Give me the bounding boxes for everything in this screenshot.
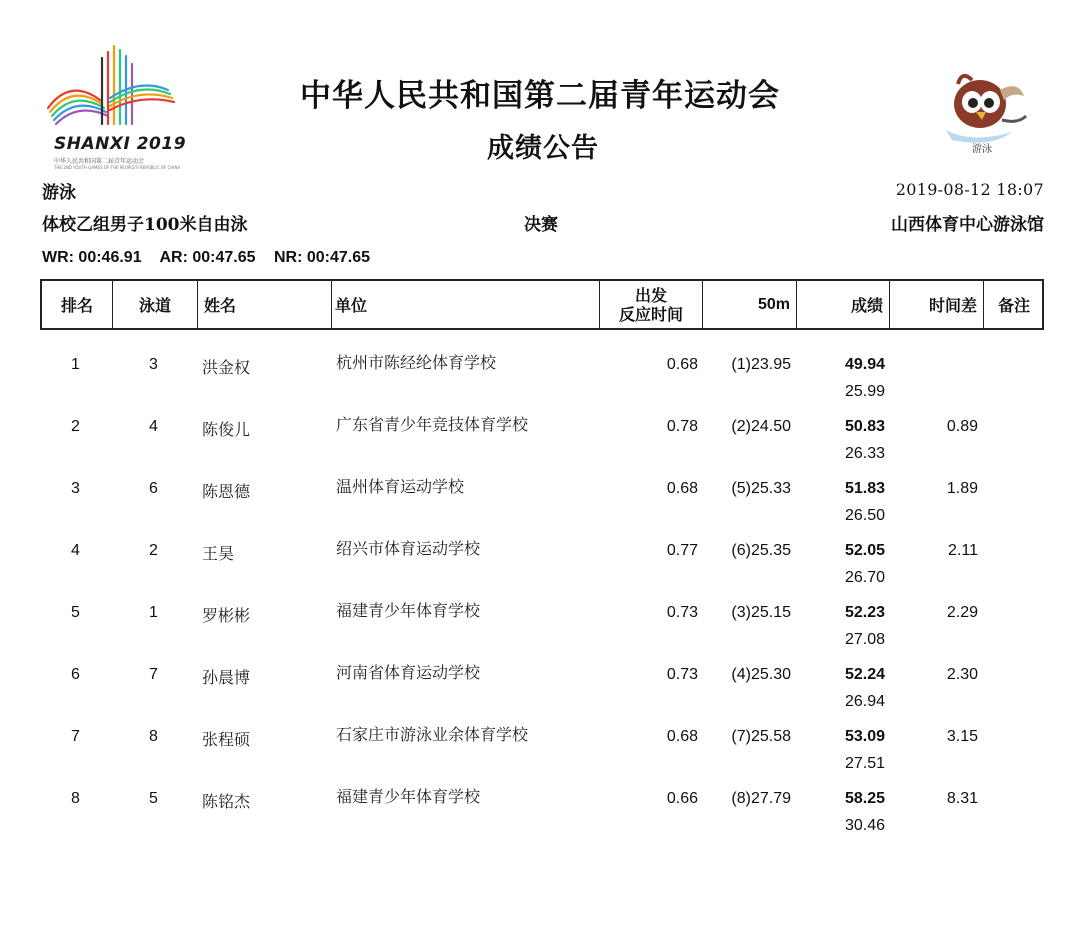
rank-cell: 7 [71,728,80,745]
reaction-cell: 0.73 [666,666,698,683]
split-cell: (1)23.95 [731,356,791,373]
asia-record: AR: 00:47.65 [159,249,256,266]
name-cell: 洪金权 [202,358,251,377]
rank-cell: 3 [71,480,80,497]
diff-cell: 2.11 [948,542,978,559]
name-cell: 张程硕 [202,730,251,749]
col-unit: 单位 [332,281,600,328]
col-name: 姓名 [198,281,332,328]
result-cell: 52.24 [844,666,885,683]
table-row [40,402,1044,464]
split-cell: (4)25.30 [731,666,791,683]
diff-cell: 3.15 [946,728,978,745]
result-cell: 58.25 [844,790,885,807]
unit-cell: 石家庄市游泳业余体育学校 [336,725,529,744]
page-subtitle: 成绩公告 [487,133,599,164]
records-line [42,249,384,267]
unit-cell: 河南省体育运动学校 [336,663,481,682]
second-split-cell: 30.46 [844,817,885,834]
col-reaction-line2: 反应时间 [618,304,683,324]
diff-cell: 2.29 [946,604,978,621]
logo-subtitle-en: THE 2ND YOUTH GAMES OF THE PEOPLE'S REPUBLIC OF CHINA [54,165,181,170]
lane-cell: 5 [149,790,158,807]
lane-cell: 7 [149,666,158,683]
rank-cell: 2 [71,418,80,435]
name-cell: 陈恩德 [202,482,251,501]
table-header [40,279,1044,330]
reaction-cell: 0.68 [666,356,698,373]
venue-label: 山西体育中心游泳馆 [891,215,1044,235]
page-title: 中华人民共和国第二届青年运动会 [300,78,780,114]
second-split-cell: 25.99 [844,383,885,400]
name-cell: 王昊 [202,544,235,563]
diff-cell: 0.89 [946,418,978,435]
second-split-cell: 27.08 [844,631,885,648]
split-cell: (3)25.15 [731,604,791,621]
reaction-cell: 0.66 [666,790,698,807]
result-cell: 53.09 [844,728,885,745]
table-row [40,588,1044,650]
sport-label: 游泳 [42,183,76,203]
split-cell: (5)25.33 [731,480,791,497]
result-cell: 50.83 [844,418,885,435]
unit-cell: 温州体育运动学校 [336,477,465,496]
table-row [40,774,1044,836]
result-cell: 49.94 [844,356,885,373]
diff-cell: 8.31 [946,790,978,807]
col-result: 成绩 [797,281,890,328]
col-reaction-line1: 出发 [634,285,667,305]
name-cell: 罗彬彬 [202,606,251,625]
table-row [40,340,1044,402]
rank-cell: 1 [71,356,80,373]
result-cell: 52.05 [844,542,885,559]
col-diff: 时间差 [890,281,984,328]
reaction-cell: 0.77 [666,542,698,559]
rank-cell: 4 [71,542,80,559]
col-reaction [600,281,703,328]
second-split-cell: 26.94 [844,693,885,710]
table-row [40,712,1044,774]
diff-cell: 2.30 [946,666,978,683]
logo-brand-text: SHANXI 2019 [54,134,187,154]
col-note: 备注 [997,296,1030,315]
unit-cell: 福建青少年体育学校 [336,787,481,806]
name-cell: 陈俊儿 [202,420,251,439]
rank-cell: 8 [71,790,80,807]
unit-cell: 杭州市陈经纶体育学校 [336,353,497,372]
world-record: WR: 00:46.91 [42,249,142,266]
lane-cell: 4 [149,418,158,435]
lane-cell: 8 [149,728,158,745]
result-cell: 51.83 [844,480,885,497]
reaction-cell: 0.73 [666,604,698,621]
second-split-cell: 26.33 [844,445,885,462]
phase-label: 决赛 [524,215,558,235]
table-row [40,526,1044,588]
split-cell: (7)25.58 [731,728,791,745]
second-split-cell: 26.50 [844,507,885,524]
unit-cell: 福建青少年体育学校 [336,601,481,620]
name-cell: 孙晨博 [202,668,251,687]
col-split: 50m [703,281,797,328]
unit-cell: 广东省青少年竞技体育学校 [336,415,529,434]
rank-cell: 6 [71,666,80,683]
reaction-cell: 0.68 [666,728,698,745]
split-cell: (6)25.35 [731,542,791,559]
rank-cell: 5 [71,604,80,621]
unit-cell: 绍兴市体育运动学校 [336,539,481,558]
datetime-label: 2019-08-12 18:07 [895,180,1044,199]
table-row [40,650,1044,712]
logo-subtitle-cn: 中华人民共和国第二届青年运动会 [54,158,145,165]
lane-cell: 1 [149,604,158,621]
col-lane: 泳道 [113,281,198,328]
lane-cell: 6 [149,480,158,497]
event-label: 体校乙组男子100米自由泳 [42,215,248,235]
reaction-cell: 0.68 [666,480,698,497]
col-rank: 排名 [42,281,113,328]
mascot-label: 游泳 [972,144,992,155]
result-cell: 52.23 [844,604,885,621]
reaction-cell: 0.78 [666,418,698,435]
split-cell: (2)24.50 [731,418,791,435]
name-cell: 陈铭杰 [202,792,251,811]
second-split-cell: 26.70 [844,569,885,586]
split-cell: (8)27.79 [731,790,791,807]
diff-cell: 1.89 [946,480,978,497]
lane-cell: 2 [149,542,158,559]
lane-cell: 3 [149,356,158,373]
national-record: NR: 00:47.65 [273,249,370,266]
table-row [40,464,1044,526]
second-split-cell: 27.51 [844,755,885,772]
